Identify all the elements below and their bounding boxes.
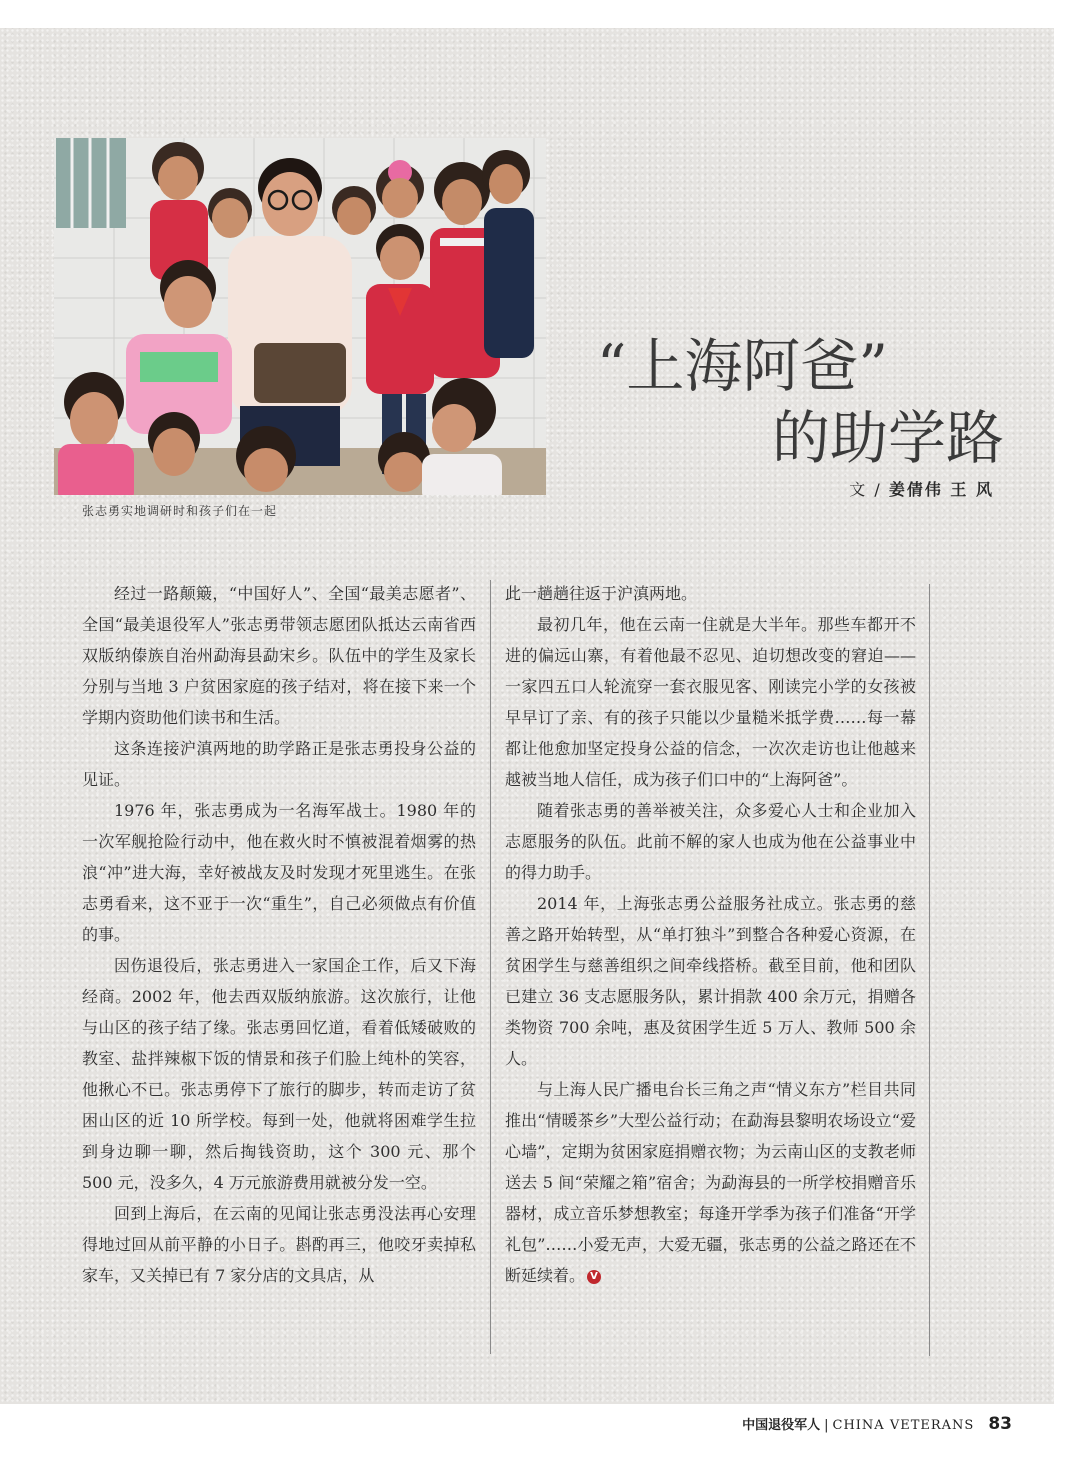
article-photo xyxy=(54,138,546,495)
byline-prefix: 文 / xyxy=(849,480,889,499)
left-text-column xyxy=(82,578,476,1291)
end-mark-icon: V xyxy=(587,1270,601,1284)
paragraph: 因伤退役后，张志勇进入一家国企工作，后又下海经商。2002 年，他去西双版纳旅游。这次旅行，让他与山区的孩子结了缘。张志勇回忆道，看着低矮破败的教室、盐拌辣椒下饭的情景和孩子们脸上纯朴的笑容，他揪心不已。张志勇停下了旅行的脚步，转而走访了贫困山区的近 10 所学校。每到一处，他就将困难学生拉到身边聊一聊，然后掏钱资助，这个 300 元、那个 500 元，没多久，4 万元旅游费用就被分发一空。 xyxy=(82,956,476,1192)
title-line-2: 的助学路 xyxy=(771,404,1004,472)
right-text-column xyxy=(505,578,916,1291)
paragraph-last xyxy=(505,1074,916,1291)
title-line-1: “上海阿爸” xyxy=(596,332,888,400)
photo-caption: 张志勇实地调研时和孩子们在一起 xyxy=(82,504,278,518)
paragraph-continuation: 此一趟趟往返于沪滇两地。 xyxy=(505,584,698,603)
paragraph: 1976 年，张志勇成为一名海军战士。1980 年的一次军舰抢险行动中，他在救火时不慎被混着烟雾的热浪“冲”进大海，幸好被战友及时发现才死里逃生。在张志勇看来，这不亚于一次“重生”，自己必须做点有价值的事。 xyxy=(82,801,476,944)
article-title xyxy=(597,330,1004,474)
footer-separator: | xyxy=(824,1418,829,1433)
paragraph: 随着张志勇的善举被关注，众多爱心人士和企业加入志愿服务的队伍。此前不解的家人也成为他在公益事业中的得力助手。 xyxy=(505,801,916,882)
right-margin-rule xyxy=(929,584,930,1356)
paragraph: 回到上海后，在云南的见闻让张志勇没法再心安理得地过回从前平静的小日子。斟酌再三，他咬牙卖掉私家车，又关掉已有 7 家分店的文具店，从 xyxy=(82,1204,476,1285)
byline-authors: 姜倩伟 王 风 xyxy=(888,480,994,499)
magazine-name-en: CHINA VETERANS xyxy=(832,1418,975,1433)
paragraph: 2014 年，上海张志勇公益服务社成立。张志勇的慈善之路开始转型，从“单打独斗”到整合各种爱心资源，在贫困学生与慈善组织之间牵线搭桥。截至目前，他和团队已建立 36 支志愿服务队，累计捐款 400 余万元，捐赠各类物资 700 余吨，惠及贫困学生近 5 万人、教师 500 余人。 xyxy=(505,894,916,1068)
paragraph: 最初几年，他在云南一住就是大半年。那些车都开不进的偏远山寨，有着他最不忍见、迫切想改变的窘迫——一家四五口人轮流穿一套衣服见客、刚读完小学的女孩被早早订了亲、有的孩子只能以少量糙米抵学费……每一幕都让他愈加坚定投身公益的信念，一次次走访也让他越来越被当地人信任，成为孩子们口中的“上海阿爸”。 xyxy=(505,615,916,789)
paragraph: 这条连接沪滇两地的助学路正是张志勇投身公益的见证。 xyxy=(82,739,476,789)
magazine-name-cn: 中国退役军人 xyxy=(742,1418,821,1433)
paragraph: 经过一路颠簸，“中国好人”、全国“最美志愿者”、全国“最美退役军人”张志勇带领志愿团队抵达云南省西双版纳傣族自治州勐海县勐宋乡。队伍中的学生及家长分别与当地 3 户贫困家庭的孩子结对，将在接下来一个学期内资助他们读书和生活。 xyxy=(82,584,476,727)
photo-illustration xyxy=(54,138,546,495)
page-number: 83 xyxy=(988,1414,1012,1434)
page-footer xyxy=(742,1414,1012,1434)
column-divider xyxy=(490,580,491,1354)
byline xyxy=(849,477,994,500)
paragraph-text: 与上海人民广播电台长三角之声“情义东方”栏目共同推出“情暖茶乡”大型公益行动；在勐海县黎明农场设立“爱心墙”，定期为贫困家庭捐赠衣物；为云南山区的支教老师送去 5 间“荣耀之箱”宿舍；为勐海县的一所学校捐赠音乐器材，成立音乐梦想教室；每逢开学季为孩子们准备“开学礼包”……小爱无声，大爱无疆，张志勇的公益之路还在不断延续着。 xyxy=(505,1080,916,1285)
